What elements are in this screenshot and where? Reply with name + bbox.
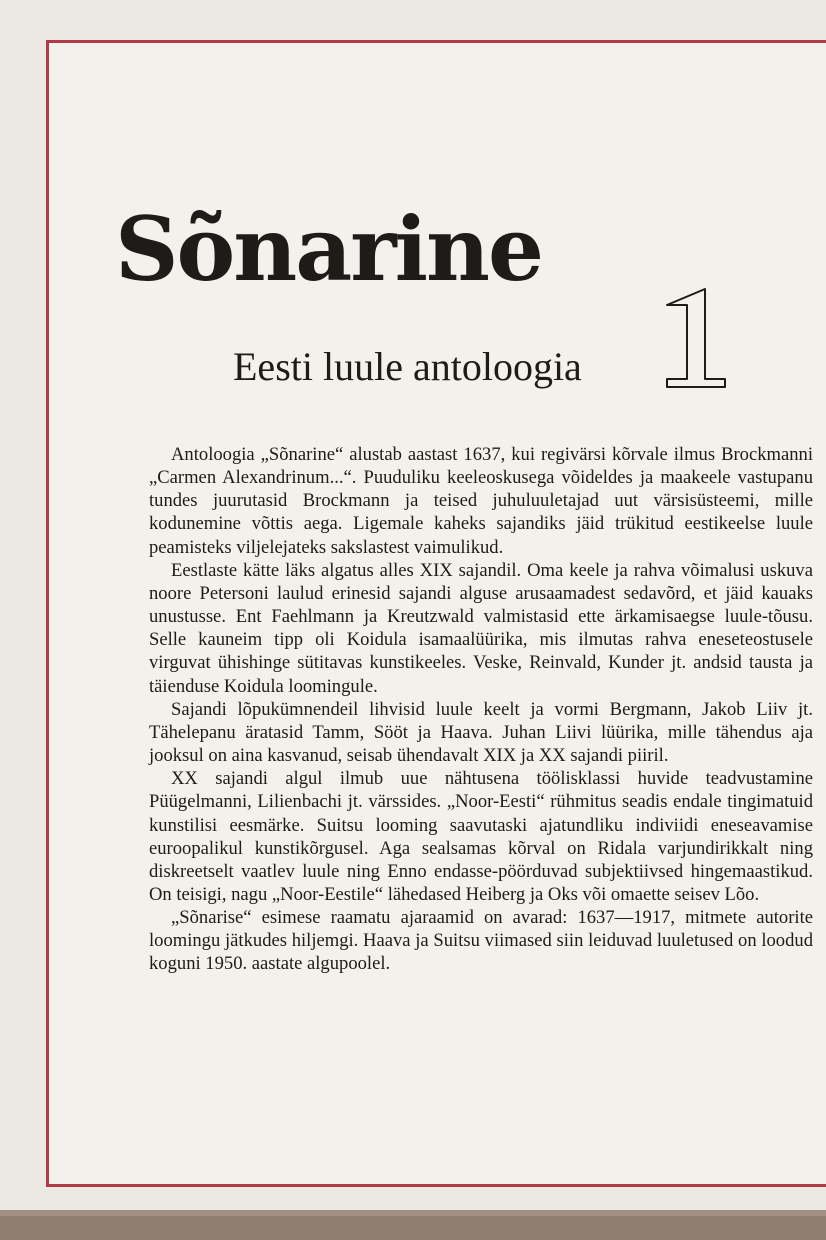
volume-number	[661, 283, 731, 393]
volume-number-text: 1	[696, 343, 697, 344]
page-frame	[46, 40, 826, 1187]
paragraph: Antoloogia „Sõnarine“ alustab aastast 1637, kui regivärsi kõrvale ilmus Brockmanni „Carmen Alexandrinum...“. Puuduliku keeleoskusega võideldes ja maakeele vastupanu tundes juurutasid Brockmann ja teised juhuluuletajad uut värsisüsteemi, mille kodunemine võttis aega. Ligemale kaheks sajandiks jäid trükitud eestikeelse luule peamisteks viljelejateks sakslastest vaimulikud.	[149, 444, 813, 558]
paragraph: XX sajandi algul ilmub uue nähtusena töölisklassi huvide teadvustamine Püügelmanni, Lilienbachi jt. värssides. „Noor-Eesti“ rühmitus seadis endale tingimatuid kunstilisi eesmärke. Suitsu looming saavutaski ajatundliku indiviidi eneseavamise euroopalikul kunstikõrgusel. Aga sealsamas kõrval on Ridala varjundirikkalt ning diskreetselt vaatlev luule ning Enno endasse-pöörduvad subjektiivsed hingemaastikud. On teisigi, nagu „Noor-Eestile“ lähedased Heiberg ja Oks või omaette seisev Lõo.	[149, 768, 813, 905]
book-title: Sõnarine	[115, 197, 543, 301]
book-bottom-edge	[0, 1210, 826, 1240]
title-block	[115, 197, 675, 405]
blurb-text	[149, 443, 813, 976]
book-subtitle: Eesti luule antoloogia	[233, 344, 582, 389]
paragraph: Eestlaste kätte läks algatus alles XIX sajandil. Oma keele ja rahva võimalusi uskuva noore Petersoni laulud erinesid sajandi alguse arusaamadest sedavõrd, et jäid kauaks unustusse. Ent Faehlmann ja Kreutzwald valmistasid ette ärkamisaegse luule-tõusu. Selle kauneim tipp oli Koidula isamaalüürika, mis ilmutas rahva eneseteostusele virguvat ühishinge sütitavas kunstikeeles. Veske, Reinvald, Kunder jt. andsid tausta ja täienduse Koidula loomingule.	[149, 559, 813, 697]
paragraph: „Sõnarise“ esimese raamatu ajaraamid on avarad: 1637—1917, mitmete autorite loomingu jätkudes hiljemgi. Haava ja Suitsu viimased siin leiduvad luuletused on loodud koguni 1950. aastate algupoolel.	[149, 907, 813, 975]
paragraph: Sajandi lõpukümnendeil lihvisid luule keelt ja vormi Bergmann, Jakob Liiv jt. Tähelepanu äratasid Tamm, Sööt ja Haava. Juhan Liivi lüürika, mille tähendus aja jooksul on aina kasvanud, seisab ühendavalt XIX ja XX sajandi piiril.	[149, 698, 813, 767]
